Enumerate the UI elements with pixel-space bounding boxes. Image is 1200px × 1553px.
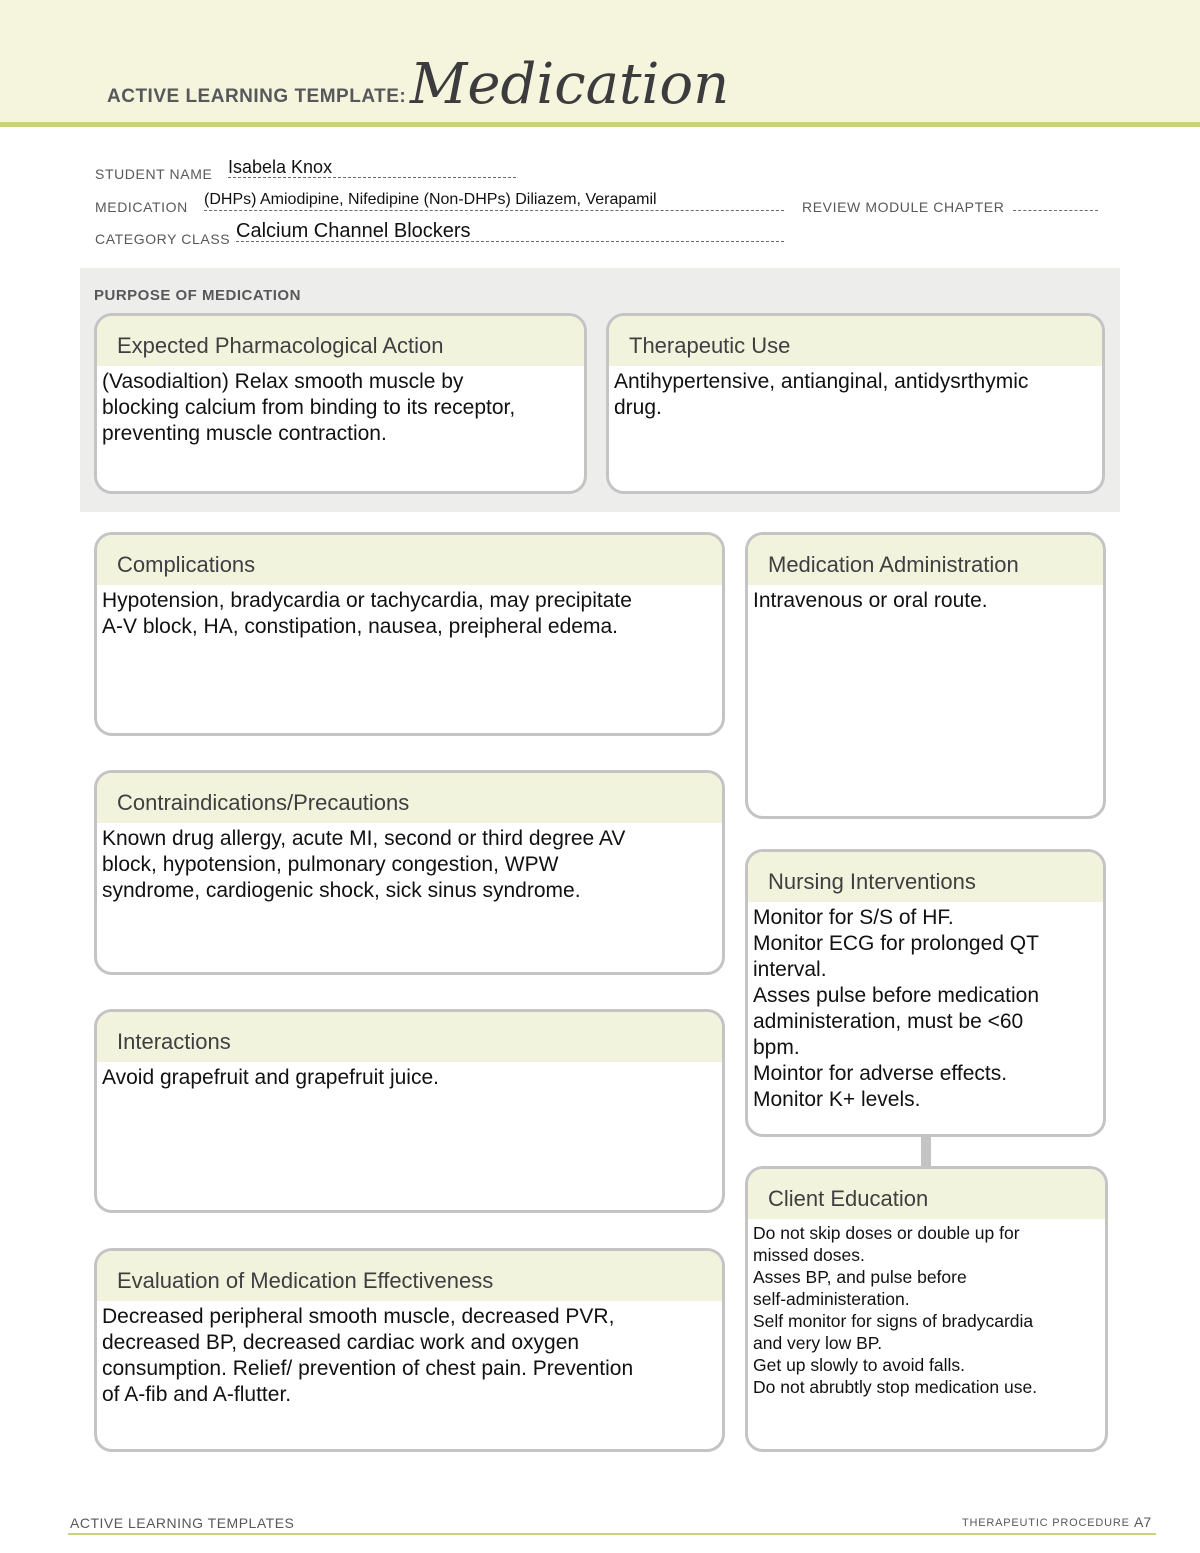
purpose-label: PURPOSE OF MEDICATION <box>94 287 301 304</box>
administration-box <box>745 532 1106 819</box>
interactions-title: Interactions <box>97 1012 722 1062</box>
evaluation-box <box>94 1248 725 1452</box>
connector-bar <box>921 1136 931 1166</box>
medication-field[interactable]: (DHPs) Amiodipine, Nifedipine (Non-DHPs) Diliazem, Verapamil <box>204 190 784 211</box>
nursing-interventions-body[interactable]: Monitor for S/S of HF. Monitor ECG for prolonged QT interval. Asses pulse before medication administeration, must be <60 bpm. Mointor for adverse effects. Monitor K+ levels. <box>753 906 1039 1111</box>
category-class-field[interactable]: Calcium Channel Blockers <box>236 221 784 242</box>
client-education-body[interactable]: Do not skip doses or double up for missed doses. Asses BP, and pulse before self-administeration. Self monitor for signs of bradycardia and very low BP. Get up slowly to avoid falls. Do not abrubtly stop medication use. <box>753 1223 1038 1397</box>
interactions-box <box>94 1009 725 1213</box>
administration-title: Medication Administration <box>748 535 1103 585</box>
expected-action-body[interactable]: (Vasodialtion) Relax smooth muscle by blocking calcium from binding to its receptor, preventing muscle contraction. <box>102 370 516 445</box>
category-class-label: CATEGORY CLASS <box>95 231 231 247</box>
nursing-interventions-title: Nursing Interventions <box>748 852 1103 902</box>
medication-label: MEDICATION <box>95 199 188 215</box>
administration-body[interactable]: Intravenous or oral route. <box>753 589 988 612</box>
client-education-title: Client Education <box>748 1169 1105 1219</box>
review-module-label: REVIEW MODULE CHAPTER <box>802 199 1005 215</box>
template-title: Medication <box>410 52 730 117</box>
complications-body[interactable]: Hypotension, bradycardia or tachycardia, may precipitate A-V block, HA, constipation, nausea, preipheral edema. <box>102 589 632 638</box>
therapeutic-use-title: Therapeutic Use <box>609 316 1102 366</box>
interactions-body[interactable]: Avoid grapefruit and grapefruit juice. <box>102 1066 439 1089</box>
footer-page-number: A7 <box>1134 1514 1152 1530</box>
review-module-field[interactable] <box>1013 190 1098 211</box>
evaluation-body[interactable]: Decreased peripheral smooth muscle, decreased PVR, decreased BP, decreased cardiac work and oxygen consumption. Relief/ prevention of chest pain. Prevention of A-fib and A-flutter. <box>102 1305 634 1406</box>
template-label: ACTIVE LEARNING TEMPLATE: <box>107 86 407 107</box>
expected-action-box <box>94 313 587 494</box>
expected-action-title: Expected Pharmacological Action <box>97 316 584 366</box>
evaluation-title: Evaluation of Medication Effectiveness <box>97 1251 722 1301</box>
client-education-box <box>745 1166 1108 1452</box>
contraindications-body[interactable]: Known drug allergy, acute MI, second or third degree AV block, hypotension, pulmonary congestion, WPW syndrome, cardiogenic shock, sick sinus syndrome. <box>102 827 626 902</box>
student-name-label: STUDENT NAME <box>95 166 213 182</box>
footer-left-label: ACTIVE LEARNING TEMPLATES <box>70 1515 295 1531</box>
therapeutic-use-body[interactable]: Antihypertensive, antianginal, antidysrthymic drug. <box>614 370 1029 419</box>
header-rule <box>0 122 1200 127</box>
contraindications-box <box>94 770 725 975</box>
footer-right-label: THERAPEUTIC PROCEDURE <box>962 1517 1130 1529</box>
contraindications-title: Contraindications/Precautions <box>97 773 722 823</box>
complications-title: Complications <box>97 535 722 585</box>
complications-box <box>94 532 725 736</box>
footer-rule <box>68 1533 1156 1535</box>
therapeutic-use-box <box>606 313 1105 494</box>
student-name-field[interactable]: Isabela Knox <box>228 157 516 178</box>
nursing-interventions-box <box>745 849 1106 1137</box>
